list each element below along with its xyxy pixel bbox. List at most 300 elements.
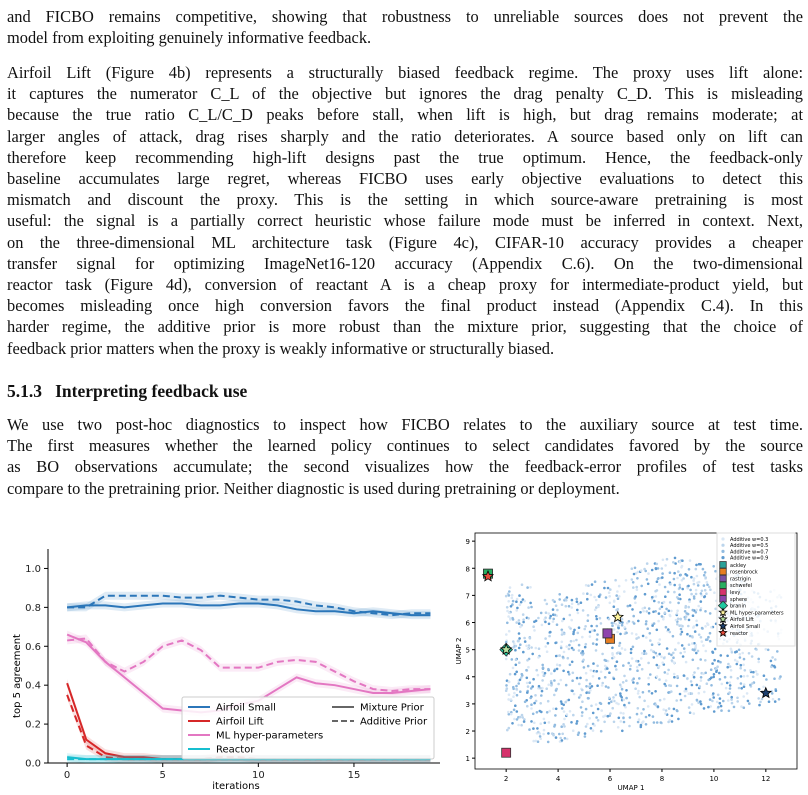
y-tick-label: 5 <box>465 646 470 655</box>
umap-point <box>648 714 651 717</box>
umap-point <box>575 722 578 725</box>
umap-point <box>529 681 532 684</box>
umap-point <box>583 666 586 669</box>
umap-point <box>617 597 620 600</box>
umap-point <box>739 656 742 659</box>
umap-point <box>617 703 620 706</box>
umap-point <box>625 579 628 582</box>
umap-point <box>752 676 755 679</box>
umap-point <box>567 671 570 674</box>
umap-point <box>688 568 691 571</box>
umap-point <box>632 681 635 684</box>
umap-point <box>544 645 547 648</box>
umap-point <box>682 577 685 580</box>
umap-point <box>529 637 532 640</box>
umap-point <box>517 682 520 685</box>
umap-point <box>631 632 634 635</box>
umap-point <box>669 614 672 617</box>
umap-point <box>706 682 709 685</box>
umap-point <box>578 626 581 629</box>
umap-point <box>623 626 626 629</box>
umap-point <box>631 567 634 570</box>
umap-point <box>655 568 658 571</box>
umap-point <box>543 718 546 721</box>
umap-point <box>513 718 516 721</box>
umap-point <box>660 721 663 724</box>
umap-point <box>673 673 676 676</box>
umap-point <box>515 664 518 667</box>
umap-point <box>668 610 671 613</box>
umap-point <box>592 675 595 678</box>
umap-point <box>709 705 712 708</box>
umap-point <box>710 626 713 629</box>
umap-point <box>691 642 694 645</box>
umap-point <box>677 570 680 573</box>
umap-point <box>531 685 534 688</box>
umap-point <box>578 731 581 734</box>
umap-point <box>573 640 576 643</box>
umap-point <box>530 707 533 710</box>
umap-point <box>517 724 520 727</box>
umap-point <box>623 704 626 707</box>
umap-point <box>634 595 637 598</box>
umap-point <box>600 671 603 674</box>
umap-point <box>652 650 655 653</box>
umap-point <box>609 602 612 605</box>
umap-point <box>597 606 600 609</box>
umap-point <box>704 672 707 675</box>
umap-point <box>657 642 660 645</box>
umap-point <box>671 720 674 723</box>
umap-point <box>688 692 691 695</box>
umap-point <box>521 714 524 717</box>
umap-point <box>516 718 519 721</box>
umap-point <box>640 724 643 727</box>
umap-point <box>695 644 698 647</box>
umap-point <box>730 676 733 679</box>
umap-point <box>703 584 706 587</box>
umap-point <box>749 684 752 687</box>
umap-point <box>590 669 593 672</box>
umap-point <box>706 581 709 584</box>
umap-point <box>729 684 732 687</box>
x-tick-label: 5 <box>159 770 166 781</box>
umap-point <box>596 684 599 687</box>
text-line: larger angles of attack, drag rises sharply and the ratio deteriorates. A source based only on lift can <box>7 126 803 146</box>
umap-point <box>518 632 521 635</box>
x-tick-label: 15 <box>347 770 361 781</box>
umap-point <box>743 675 746 678</box>
umap-point <box>642 708 645 711</box>
legend-label: rastrigin <box>730 576 751 583</box>
umap-point <box>653 721 656 724</box>
umap-point <box>524 640 527 643</box>
umap-point <box>713 710 716 713</box>
umap-point <box>581 689 584 692</box>
umap-point <box>695 652 698 655</box>
umap-point <box>608 671 611 674</box>
umap-point <box>701 627 704 630</box>
umap-point <box>729 681 732 684</box>
umap-point <box>759 701 762 704</box>
umap-point <box>640 712 643 715</box>
umap-point <box>734 651 737 654</box>
umap-point <box>547 668 550 671</box>
umap-point <box>528 644 531 647</box>
text-line: on the three-dimensional ML architecture task (Figure 4c), CIFAR-10 accuracy provides a cheaper <box>7 232 803 252</box>
umap-point <box>587 665 590 668</box>
umap-point <box>562 704 565 707</box>
umap-point <box>623 721 626 724</box>
umap-point <box>758 688 761 691</box>
umap-point <box>509 618 512 621</box>
umap-point <box>518 622 521 625</box>
umap-point <box>581 636 584 639</box>
umap-point <box>651 692 654 695</box>
text-line: because the true ratio C_L/C_D peaks before stall, when lift is high, but drag remains moderate; at <box>7 105 803 125</box>
umap-point <box>705 650 708 653</box>
umap-point <box>626 622 629 625</box>
umap-point <box>671 659 674 662</box>
umap-point <box>743 685 746 688</box>
umap-point <box>691 684 694 687</box>
umap-point <box>674 648 677 651</box>
umap-point <box>757 697 760 700</box>
umap-point <box>604 581 607 584</box>
umap-point <box>635 660 638 663</box>
umap-point <box>525 645 528 648</box>
legend-label: Airfoil Lift <box>216 716 264 728</box>
umap-point <box>650 649 653 652</box>
umap-point <box>730 669 733 672</box>
umap-point <box>520 601 523 604</box>
umap-point <box>681 625 684 628</box>
legend-label: rosenbrock <box>730 569 758 576</box>
umap-point <box>736 700 739 703</box>
umap-point <box>775 689 778 692</box>
umap-point <box>675 619 678 622</box>
umap-point <box>720 705 723 708</box>
umap-point <box>508 630 511 633</box>
umap-point <box>618 717 621 720</box>
umap-point <box>658 601 661 604</box>
umap-point <box>709 640 712 643</box>
umap-point <box>561 633 564 636</box>
umap-point <box>533 722 536 725</box>
umap-point <box>656 629 659 632</box>
umap-point <box>656 655 659 658</box>
umap-point <box>596 638 599 641</box>
text-line: mismatch and discount the proxy. This is the setting in which source-aware pretraining is most <box>7 190 803 210</box>
umap-point <box>698 633 701 636</box>
umap-point <box>631 657 634 660</box>
legend-swatch <box>720 568 727 575</box>
umap-point <box>607 587 610 590</box>
umap-point <box>612 696 615 699</box>
umap-point <box>691 635 694 638</box>
umap-point <box>712 696 715 699</box>
y-tick-label: 9 <box>465 538 470 547</box>
umap-point <box>716 701 719 704</box>
umap-point <box>585 679 588 682</box>
umap-point <box>524 701 527 704</box>
umap-point <box>738 687 741 690</box>
umap-point <box>613 721 616 724</box>
umap-point <box>676 612 679 615</box>
umap-point <box>693 671 696 674</box>
umap-point <box>707 679 710 682</box>
umap-point <box>710 684 713 687</box>
umap-point <box>719 697 722 700</box>
umap-point <box>544 722 547 725</box>
umap-point <box>527 666 530 669</box>
umap-point <box>563 718 566 721</box>
umap-point <box>704 625 707 628</box>
umap-point <box>608 591 611 594</box>
umap-point <box>527 647 530 650</box>
umap-point <box>507 698 510 701</box>
umap-point <box>509 673 512 676</box>
umap-point <box>519 679 522 682</box>
umap-point <box>545 611 548 614</box>
umap-point <box>661 567 664 570</box>
umap-point <box>725 687 728 690</box>
umap-point <box>755 648 758 651</box>
umap-point <box>611 707 614 710</box>
umap-point <box>553 670 556 673</box>
umap-point <box>746 675 749 678</box>
umap-point <box>693 649 696 652</box>
umap-point <box>563 710 566 713</box>
umap-point <box>667 721 670 724</box>
umap-point <box>683 674 686 677</box>
umap-point <box>621 618 624 621</box>
umap-point <box>547 684 550 687</box>
umap-point <box>604 676 607 679</box>
umap-point <box>680 633 683 636</box>
umap-point <box>642 610 645 613</box>
umap-point <box>676 675 679 678</box>
umap-point <box>513 709 516 712</box>
umap-point <box>649 673 652 676</box>
umap-point <box>686 633 689 636</box>
umap-point <box>548 710 551 713</box>
umap-point <box>526 659 529 662</box>
umap-point <box>548 623 551 626</box>
umap-point <box>519 626 522 629</box>
umap-point <box>544 621 547 624</box>
umap-point <box>635 586 638 589</box>
umap-point <box>593 596 596 599</box>
umap-point <box>699 658 702 661</box>
umap-point <box>576 600 579 603</box>
umap-point <box>656 580 659 583</box>
umap-point <box>677 597 680 600</box>
umap-point <box>726 666 729 669</box>
paragraph-airfoil-lift <box>7 62 803 359</box>
umap-point <box>704 571 707 574</box>
umap-point <box>562 656 565 659</box>
umap-point <box>595 615 598 618</box>
umap-point <box>637 690 640 693</box>
legend-label: Mixture Prior <box>360 702 424 714</box>
umap-point <box>526 705 529 708</box>
umap-point <box>623 699 626 702</box>
umap-point <box>666 673 669 676</box>
text-line: compare to the pretraining prior. Neither diagnostic is used during pretraining or deployment. <box>7 478 620 498</box>
umap-point <box>684 573 687 576</box>
umap-point <box>605 659 608 662</box>
umap-point <box>505 633 508 636</box>
umap-point <box>608 595 611 598</box>
umap-point <box>604 665 607 668</box>
umap-point <box>623 675 626 678</box>
umap-point <box>539 722 542 725</box>
umap-point <box>704 576 707 579</box>
umap-point <box>676 609 679 612</box>
umap-point <box>523 720 526 723</box>
umap-point <box>646 610 649 613</box>
umap-point <box>530 606 533 609</box>
umap-point <box>514 649 517 652</box>
umap-point <box>652 715 655 718</box>
umap-point <box>645 636 648 639</box>
umap-point <box>743 683 746 686</box>
umap-point <box>515 600 518 603</box>
umap-point <box>657 578 660 581</box>
umap-point <box>634 687 637 690</box>
umap-point <box>681 631 684 634</box>
umap-point <box>638 677 641 680</box>
umap-point <box>743 706 746 709</box>
umap-point <box>696 684 699 687</box>
umap-point <box>515 688 518 691</box>
umap-point <box>542 666 545 669</box>
umap-point <box>696 699 699 702</box>
umap-point <box>756 673 759 676</box>
umap-point <box>746 692 749 695</box>
umap-point <box>507 600 510 603</box>
text-line: baseline accumulates large regret, whereas FICBO uses early objective evaluations to detect this <box>7 169 803 189</box>
legend-swatch <box>721 550 724 553</box>
umap-point <box>661 615 664 618</box>
umap-point <box>585 685 588 688</box>
umap-point <box>538 685 541 688</box>
umap-point <box>561 641 564 644</box>
umap-point <box>532 678 535 681</box>
umap-point <box>755 670 758 673</box>
umap-point <box>711 662 714 665</box>
umap-point <box>607 715 610 718</box>
umap-point <box>620 720 623 723</box>
umap-point <box>560 647 563 650</box>
umap-point <box>600 709 603 712</box>
umap-point <box>748 652 751 655</box>
umap-point <box>655 595 658 598</box>
umap-point <box>622 681 625 684</box>
umap-point <box>566 713 569 716</box>
umap-point <box>684 606 687 609</box>
umap-point <box>554 714 557 717</box>
umap-point <box>658 612 661 615</box>
umap-point <box>513 692 516 695</box>
umap-point <box>571 603 574 606</box>
umap-point <box>603 721 606 724</box>
umap-point <box>515 671 518 674</box>
umap-point <box>779 675 782 678</box>
umap-point <box>547 741 550 744</box>
umap-point <box>508 590 511 593</box>
umap-point <box>634 602 637 605</box>
umap-point <box>613 628 616 631</box>
umap-point <box>771 692 774 695</box>
umap-point <box>700 636 703 639</box>
x-tick-label: 0 <box>63 770 71 781</box>
umap-point <box>693 583 696 586</box>
umap-point <box>515 685 518 688</box>
umap-point <box>523 600 526 603</box>
umap-point <box>570 606 573 609</box>
umap-point <box>578 696 581 699</box>
umap-point <box>581 711 584 714</box>
umap-point <box>700 592 703 595</box>
umap-point <box>589 689 592 692</box>
umap-point <box>534 694 537 697</box>
umap-point <box>558 654 561 657</box>
umap-point <box>621 688 624 691</box>
umap-point <box>767 649 770 652</box>
umap-point <box>696 581 699 584</box>
umap-point <box>693 577 696 580</box>
umap-point <box>700 676 703 679</box>
umap-point <box>663 657 666 660</box>
umap-point <box>677 602 680 605</box>
umap-point <box>582 609 585 612</box>
umap-point <box>664 586 667 589</box>
umap-point <box>681 559 684 562</box>
umap-point <box>751 655 754 658</box>
umap-point <box>527 685 530 688</box>
umap-point <box>637 721 640 724</box>
umap-point <box>647 677 650 680</box>
umap-point <box>681 588 684 591</box>
marker-airfoil-small <box>761 688 771 698</box>
umap-point <box>599 617 602 620</box>
umap-point <box>707 636 710 639</box>
umap-point <box>653 600 656 603</box>
umap-point <box>625 679 628 682</box>
umap-point <box>722 700 725 703</box>
umap-point <box>516 598 519 601</box>
umap-point <box>570 619 573 622</box>
umap-point <box>552 734 555 737</box>
paragraph-intro <box>7 6 803 48</box>
umap-point <box>510 698 513 701</box>
umap-point <box>728 710 731 713</box>
umap-point <box>648 612 651 615</box>
umap-point <box>618 585 621 588</box>
umap-point <box>616 590 619 593</box>
umap-point <box>638 696 641 699</box>
umap-point <box>522 613 525 616</box>
umap-point <box>645 716 648 719</box>
umap-point <box>561 631 564 634</box>
umap-point <box>699 609 702 612</box>
umap-point <box>658 583 661 586</box>
umap-point <box>605 685 608 688</box>
umap-point <box>587 584 590 587</box>
umap-point <box>693 712 696 715</box>
